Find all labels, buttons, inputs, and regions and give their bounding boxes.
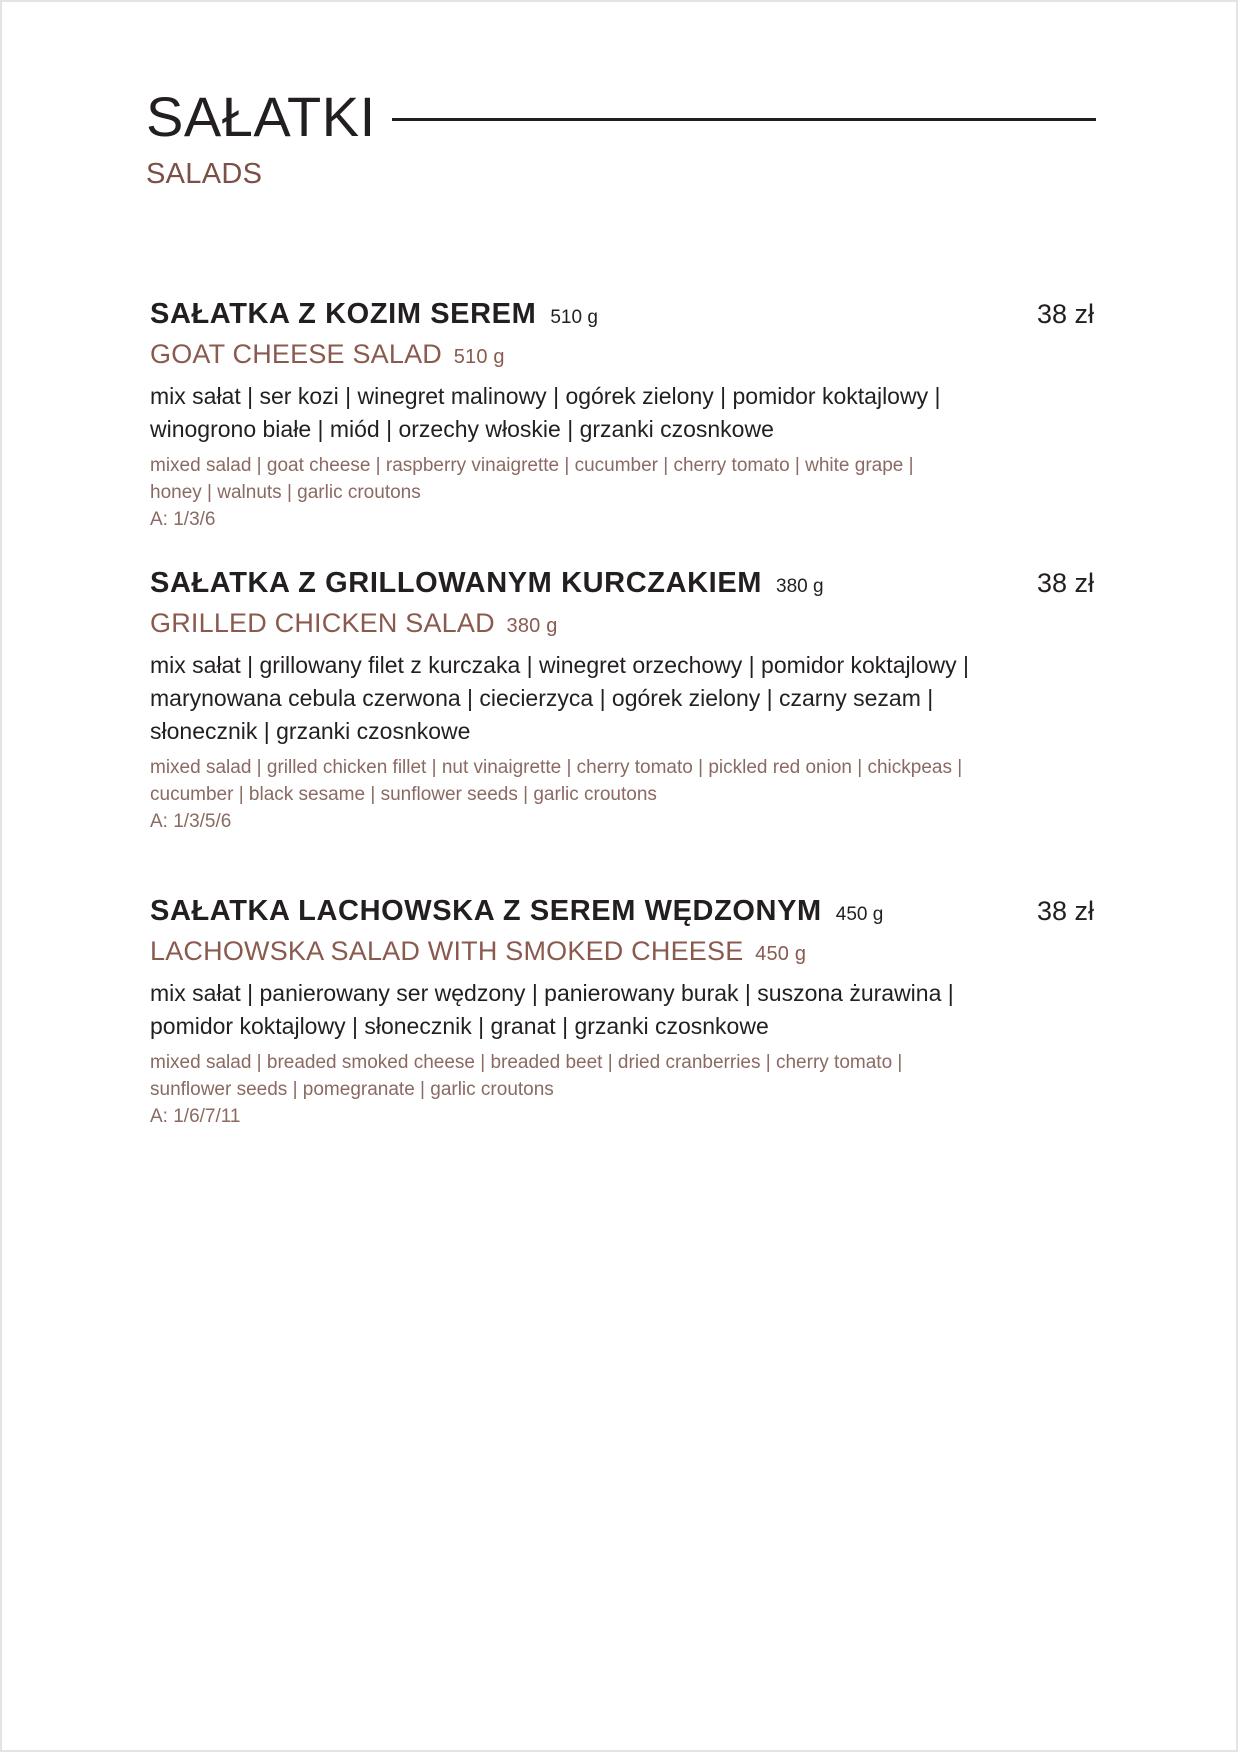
item-name-en: LACHOWSKA SALAD WITH SMOKED CHEESE bbox=[150, 936, 744, 966]
item-name-pl: SAŁATKA Z KOZIM SEREM bbox=[150, 298, 537, 330]
item-ingredients-pl: mix sałat | ser kozi | winegret malinowy | ogórek zielony | pomidor koktajlowy | winogrono białe | miód | orzechy włoskie | grzanki czosnkowe bbox=[150, 383, 941, 442]
item-heading bbox=[150, 298, 1094, 331]
item-weight-en: 510 g bbox=[453, 346, 505, 368]
item-name-en: GRILLED CHICKEN SALAD bbox=[150, 608, 495, 638]
page-title: SAŁATKI bbox=[146, 85, 376, 148]
item-ingredients-en: mixed salad | goat cheese | raspberry vinaigrette | cucumber | cherry tomato | white grape | honey | walnuts | garlic croutons bbox=[150, 455, 914, 503]
item-price: 38 zł bbox=[1036, 896, 1094, 926]
item-weight: 510 g bbox=[550, 307, 598, 328]
title-row bbox=[146, 82, 1096, 152]
item-ingredients-en: mixed salad | breaded smoked cheese | breaded beet | dried cranberries | cherry tomato | sunflower seeds | pomegranate | garlic croutons bbox=[150, 1052, 903, 1100]
item-name-en-row bbox=[150, 936, 1094, 967]
menu-item bbox=[150, 567, 1094, 835]
page-subtitle: SALADS bbox=[146, 158, 263, 190]
item-weight-en: 450 g bbox=[755, 943, 807, 965]
item-ingredients-pl: mix sałat | panierowany ser wędzony | panierowany burak | suszona żurawina | pomidor koktajlowy | słonecznik | granat | grzanki czosnkowe bbox=[150, 980, 954, 1039]
menu-item bbox=[150, 895, 1094, 1130]
item-name-en-row bbox=[150, 339, 1094, 370]
item-weight-en: 380 g bbox=[506, 615, 558, 637]
item-heading bbox=[150, 567, 1094, 600]
section-header bbox=[146, 82, 1096, 191]
item-name-pl: SAŁATKA LACHOWSKA Z SEREM WĘDZONYM bbox=[150, 895, 822, 927]
menu-item bbox=[150, 298, 1094, 533]
item-price: 38 zł bbox=[1036, 299, 1094, 329]
item-allergens: A: 1/3/6 bbox=[150, 509, 216, 530]
item-weight: 450 g bbox=[835, 904, 884, 925]
item-name-en-row bbox=[150, 608, 1094, 639]
item-price: 38 zł bbox=[1036, 568, 1094, 598]
item-name-pl: SAŁATKA Z GRILLOWANYM KURCZAKIEM bbox=[150, 567, 763, 599]
item-allergens: A: 1/3/5/6 bbox=[150, 811, 232, 832]
item-name-en: GOAT CHEESE SALAD bbox=[150, 339, 442, 369]
item-allergens: A: 1/6/7/11 bbox=[150, 1106, 241, 1127]
item-ingredients-en: mixed salad | grilled chicken fillet | nut vinaigrette | cherry tomato | pickled red onion | chickpeas | cucumber | black sesame | sunflower seeds | garlic croutons bbox=[150, 757, 963, 805]
item-weight: 380 g bbox=[776, 576, 824, 597]
item-ingredients-pl: mix sałat | grillowany filet z kurczaka | winegret orzechowy | pomidor koktajlowy | marynowana cebula czerwona | ciecierzyca | ogórek zielony | czarny sezam | słonecznik | grzanki czosnkowe bbox=[150, 652, 969, 744]
title-divider bbox=[392, 118, 1096, 121]
item-heading bbox=[150, 895, 1094, 928]
